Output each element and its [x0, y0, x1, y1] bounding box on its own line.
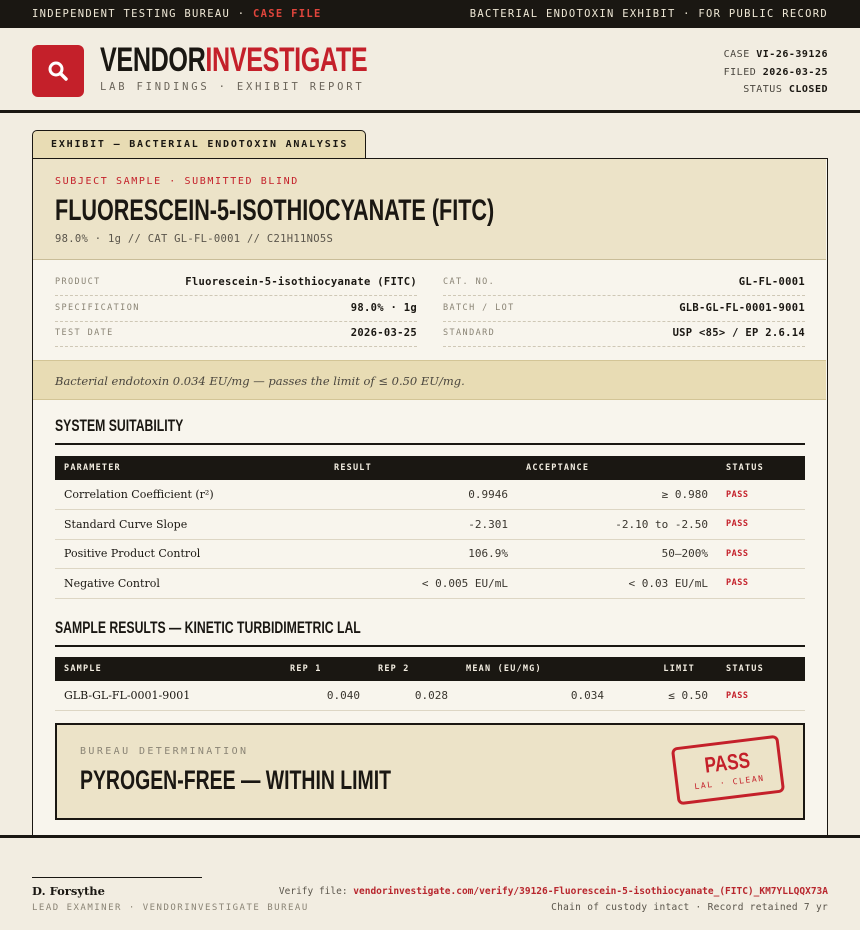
col-rep1: REP 1: [290, 664, 322, 674]
case-label: CASE: [723, 49, 750, 60]
col-rep2: REP 2: [378, 664, 410, 674]
rep1-cell: 0.040: [281, 681, 369, 711]
samples-title: SAMPLE RESULTS — KINETIC TURBIDIMETRIC LAL: [55, 618, 361, 637]
result-cell: 0.9946: [325, 480, 517, 510]
table-row: [55, 510, 805, 540]
status-badge: PASS: [717, 681, 805, 711]
case-meta: [724, 46, 828, 99]
determination-value: PYROGEN-FREE — WITHIN LIMIT: [80, 765, 392, 795]
suitability-table: [55, 456, 805, 599]
pass-stamp: [671, 735, 785, 806]
determination-label: BUREAU DETERMINATION: [80, 746, 249, 757]
header-divider: [0, 110, 860, 113]
col-status: STATUS: [726, 463, 764, 473]
signature-line: [32, 877, 202, 878]
info-product: [55, 271, 417, 296]
custody-note: Chain of custody intact · Record retained 7 yr: [551, 902, 828, 913]
col-limit: LIMIT: [663, 664, 695, 674]
top-bar-right: BACTERIAL ENDOTOXIN EXHIBIT · FOR PUBLIC RECORD: [469, 8, 828, 20]
bureau-determination: [55, 723, 805, 820]
col-status: STATUS: [726, 664, 764, 674]
case-status: [724, 81, 828, 99]
case-number: [724, 46, 828, 64]
suitability-header-row: [55, 456, 805, 480]
acceptance-cell: < 0.03 EU/mL: [517, 569, 717, 599]
result-cell: < 0.005 EU/mL: [325, 569, 517, 599]
info-label: SPECIFICATION: [55, 303, 140, 313]
subject-kicker: SUBJECT SAMPLE · SUBMITTED BLIND: [55, 176, 299, 187]
suitability-title: SYSTEM SUITABILITY: [55, 416, 184, 435]
stamp-sub: LAL · CLEAN: [693, 773, 766, 792]
case-value: VI-26-39126: [756, 49, 828, 60]
finding-summary: [33, 360, 826, 400]
parameter-cell: Negative Control: [55, 569, 325, 599]
result-cell: 106.9%: [325, 539, 517, 569]
info-label: CAT. NO.: [443, 277, 496, 287]
info-value: GLB-GL-FL-0001-9001: [679, 302, 805, 314]
verify-line: [279, 886, 828, 897]
suitability-rule: [55, 443, 805, 445]
filed-label: FILED: [723, 66, 757, 78]
acceptance-cell: 50–200%: [517, 539, 717, 569]
limit-cell: ≤ 0.50: [613, 681, 717, 711]
info-label: TEST DATE: [55, 328, 114, 338]
parameter-cell: Standard Curve Slope: [55, 510, 325, 540]
samples-header-row: [55, 657, 805, 681]
table-row: [55, 539, 805, 569]
brand-part-investigate: INVESTIGATE: [205, 41, 368, 79]
table-row: [55, 480, 805, 510]
top-bar: [0, 0, 860, 28]
info-label: PRODUCT: [55, 277, 101, 287]
brand-wordmark[interactable]: [100, 40, 367, 80]
finding-text: Bacterial endotoxin 0.034 EU/mg — passes the limit of ≤ 0.50 EU/mg.: [55, 374, 465, 388]
info-batch: [443, 297, 805, 322]
stamp-main-text: PASS: [703, 747, 752, 778]
status-label: STATUS: [743, 84, 783, 95]
table-row: [55, 681, 805, 711]
info-label: STANDARD: [443, 328, 496, 338]
col-sample: SAMPLE: [64, 664, 102, 674]
status-badge: PASS: [717, 510, 805, 540]
subject-subline: 98.0% · 1g // CAT GL-FL-0001 // C21H11NO5S: [55, 233, 334, 245]
col-parameter: PARAMETER: [64, 463, 121, 473]
samples-table: [55, 657, 805, 711]
top-bar-left: [32, 8, 322, 20]
footer-divider: [0, 835, 860, 838]
info-value: USP <85> / EP 2.6.14: [672, 327, 805, 339]
exhibit-panel: [32, 158, 828, 836]
info-standard: [443, 322, 805, 347]
table-row: [55, 569, 805, 599]
exhibit-tab: EXHIBIT — BACTERIAL ENDOTOXIN ANALYSIS: [32, 130, 366, 159]
rep2-cell: 0.028: [369, 681, 457, 711]
samples-rule: [55, 645, 805, 647]
sample-cell: GLB-GL-FL-0001-9001: [55, 681, 281, 711]
magnifier-icon: [46, 59, 70, 83]
info-specification: [55, 297, 417, 322]
info-test-date: [55, 322, 417, 347]
case-file-label: CASE FILE: [253, 8, 322, 20]
col-mean: MEAN (EU/MG): [466, 664, 542, 674]
subject-title: FLUORESCEIN-5-ISOTHIOCYANATE (FITC): [55, 194, 495, 227]
parameter-cell: Correlation Coefficient (r²): [55, 480, 325, 510]
info-value: 2026-03-25: [350, 327, 417, 339]
info-value: 98.0% · 1g: [350, 302, 417, 314]
examiner-name: D. Forsythe: [32, 884, 105, 898]
examiner-role: LEAD EXAMINER · VENDORINVESTIGATE BUREAU: [32, 903, 309, 913]
header: [0, 28, 860, 112]
mean-cell: 0.034: [457, 681, 613, 711]
status-value: CLOSED: [788, 84, 828, 95]
info-value: Fluorescein-5-isothiocyanate (FITC): [185, 276, 417, 288]
subject-block: [33, 159, 826, 260]
info-catno: [443, 271, 805, 296]
verify-label: Verify file:: [278, 886, 354, 897]
brand-part-vendor: VENDOR: [100, 41, 206, 79]
parameter-cell: Positive Product Control: [55, 539, 325, 569]
col-acceptance: ACCEPTANCE: [526, 463, 590, 473]
result-cell: -2.301: [325, 510, 517, 540]
tagline: LAB FINDINGS · EXHIBIT REPORT: [100, 81, 365, 93]
status-badge: PASS: [717, 480, 805, 510]
bureau-label: INDEPENDENT TESTING BUREAU ·: [32, 8, 254, 20]
acceptance-cell: ≥ 0.980: [517, 480, 717, 510]
acceptance-cell: -2.10 to -2.50: [517, 510, 717, 540]
logo-badge[interactable]: [32, 45, 84, 97]
status-badge: PASS: [717, 569, 805, 599]
verify-link[interactable]: vendorinvestigate.com/verify/39126-Fluorescein-5-isothiocyanate_(FITC)_KM7YLLQQX73A: [353, 886, 828, 897]
status-badge: PASS: [717, 539, 805, 569]
filed-date: [724, 64, 828, 82]
filed-value: 2026-03-25: [762, 66, 828, 78]
info-label: BATCH / LOT: [443, 303, 515, 313]
col-result: RESULT: [334, 463, 372, 473]
info-value: GL-FL-0001: [738, 276, 805, 288]
